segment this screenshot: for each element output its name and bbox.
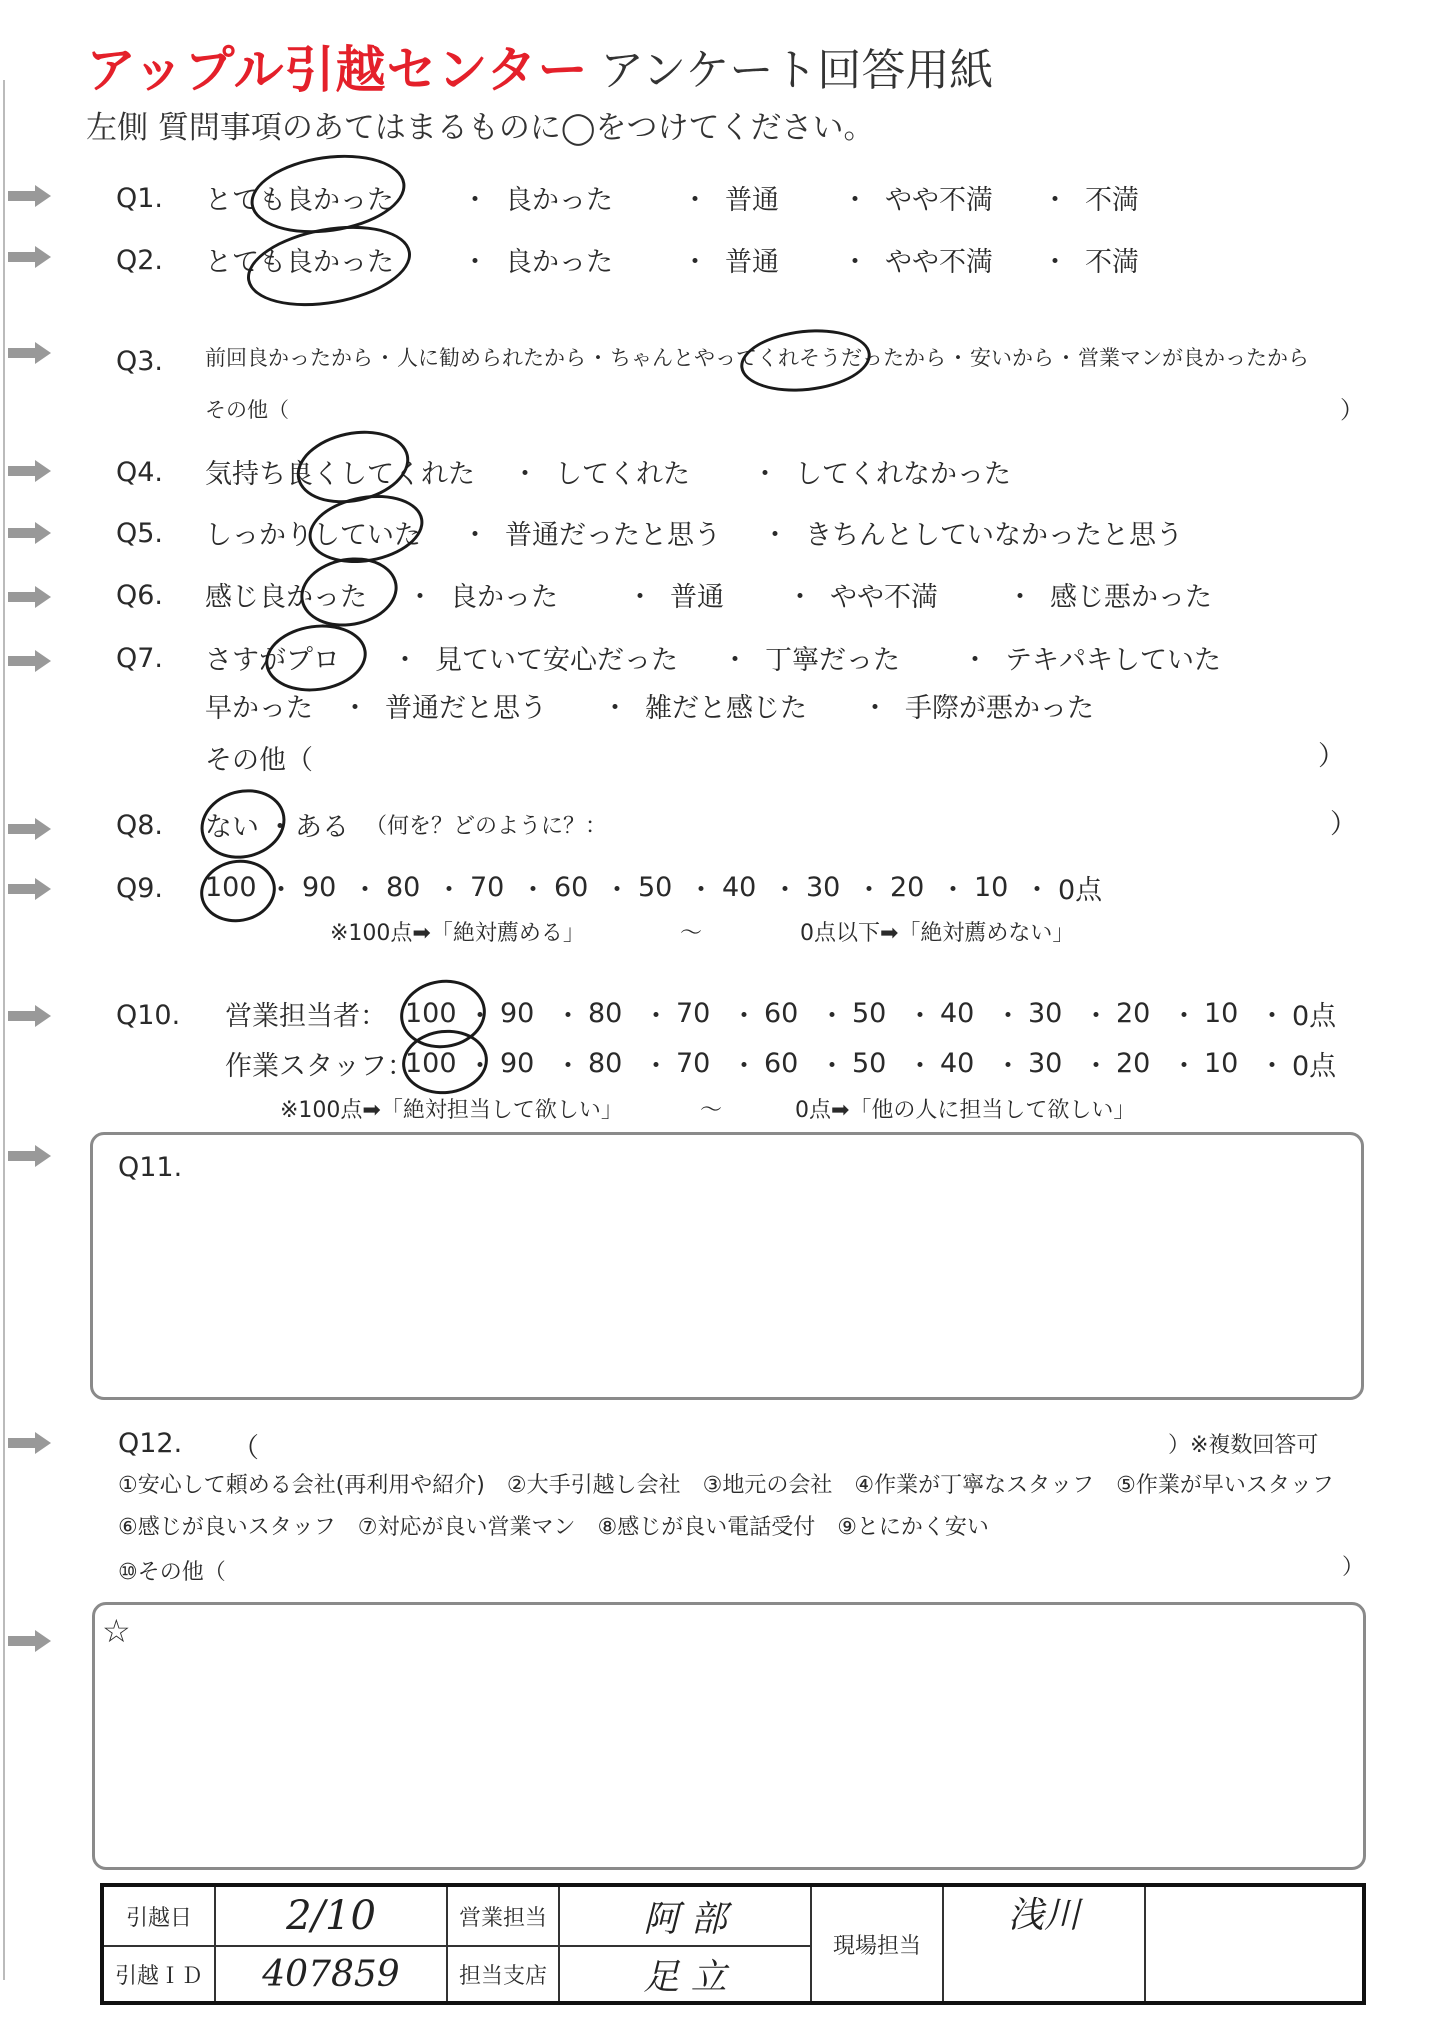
q7-option[interactable]: 雑だと感じた	[645, 693, 807, 724]
q6-label: Q6.	[116, 580, 164, 611]
q11-answer-box[interactable]	[90, 1132, 1364, 1400]
arrow-marker	[8, 1145, 53, 1167]
q7-options-row1: さすがプロ ・ 見ていて安心だった ・ 丁寧だった ・ テキパキしていた	[205, 638, 1221, 677]
q4-options: 気持ち良くしてくれた ・ してくれた ・ してくれなかった	[205, 452, 1011, 491]
q9-score[interactable]: 10	[974, 872, 1009, 903]
q10-sales-label: 営業担当者：	[225, 1001, 387, 1032]
move-date-value[interactable]: 2/10	[215, 1885, 447, 1946]
q1-option[interactable]: 普通	[725, 185, 779, 216]
q12-option[interactable]: ⑥感じが良いスタッフ	[118, 1515, 336, 1540]
q9-score[interactable]: 20	[890, 872, 925, 903]
q12-option[interactable]: ①安心して頼める会社(再利用や紹介)	[118, 1473, 485, 1498]
q3-options: 前回良かったから ・ 人に勧められたから ・ ちゃんとやってくれそうだったから ・ 安いから ・ 営業マンが良かったから	[205, 342, 1309, 372]
form-subtitle: アンケート回答用紙	[600, 45, 994, 96]
q10-sales-score[interactable]: 10	[1204, 998, 1239, 1029]
q9-score[interactable]: 0点	[1058, 875, 1103, 906]
arrow-marker	[8, 522, 53, 544]
branch-value[interactable]: 足 立	[559, 1946, 811, 2003]
q10-staff-score[interactable]: 70	[676, 1048, 711, 1079]
q10-staff-score[interactable]: 50	[852, 1048, 887, 1079]
q10-staff-score[interactable]: 80	[588, 1048, 623, 1079]
arrow-marker	[8, 342, 53, 364]
q11-label: Q11.	[118, 1152, 183, 1183]
q10-sales-score[interactable]: 30	[1028, 998, 1063, 1029]
q10-staff-score[interactable]: 100	[405, 1048, 457, 1079]
q7-option[interactable]: 早かった	[205, 693, 313, 724]
q4-option[interactable]: してくれなかった	[795, 459, 1011, 490]
answer-circle	[737, 323, 874, 397]
q2-option[interactable]: 普通	[725, 247, 779, 278]
q10-staff-row: 作業スタッフ： 100 ・ 90 ・ 80 ・ 70 ・ 60 ・ 50 ・ 40 ・ 30 ・ 20 ・ 10 ・ 0点	[225, 1044, 1336, 1083]
arrow-marker	[8, 818, 53, 840]
arrow-marker	[8, 650, 53, 672]
q6-option[interactable]: やや不満	[830, 582, 938, 613]
q9-score[interactable]: 50	[638, 872, 673, 903]
answer-circle	[295, 550, 403, 634]
q7-option[interactable]: 見ていて安心だった	[435, 645, 678, 676]
q10-sales-score[interactable]: 100	[405, 998, 457, 1029]
q6-option[interactable]: 良かった	[450, 582, 558, 613]
q1-label: Q1.	[116, 183, 164, 214]
q10-sales-score[interactable]: 80	[588, 998, 623, 1029]
q12-option[interactable]: ⑦対応が良い営業マン	[357, 1515, 576, 1540]
q12-other-close: ）	[1342, 1555, 1365, 1580]
q7-option[interactable]: さすがプロ	[205, 645, 340, 676]
q3-option[interactable]: 人に勧められたから	[397, 346, 586, 370]
q10-note-left: ※100点➡「絶対担当して欲しい」	[280, 1098, 623, 1123]
move-id-value[interactable]: 407859	[215, 1946, 447, 2003]
q10-sales-score[interactable]: 60	[764, 998, 799, 1029]
q1-option[interactable]: 不満	[1085, 185, 1139, 216]
q9-score[interactable]: 30	[806, 872, 841, 903]
q10-staff-label: 作業スタッフ：	[225, 1051, 414, 1082]
q10-staff-score[interactable]: 10	[1204, 1048, 1239, 1079]
q1-option[interactable]: とても良かった	[205, 185, 394, 216]
q3-other[interactable]: その他（	[205, 398, 289, 422]
q3-option[interactable]: ちゃんとやってくれそうだったから	[610, 346, 946, 370]
q9-tilde: 〜	[680, 921, 703, 946]
q12-option[interactable]: ⑧感じが良い電話受付	[597, 1515, 816, 1540]
q2-options: とても良かった ・ 良かった ・ 普通 ・ やや不満 ・ 不満	[205, 240, 1139, 279]
q12-other[interactable]: ⑩その他（	[118, 1560, 226, 1585]
q6-option[interactable]: 感じ悪かった	[1050, 582, 1212, 613]
q10-sales-score[interactable]: 0点	[1292, 1001, 1337, 1032]
sales-rep-value[interactable]: 阿 部	[559, 1885, 811, 1946]
q9-score[interactable]: 60	[554, 872, 589, 903]
q5-options: しっかりしていた ・ 普通だったと思う ・ きちんとしていなかったと思う	[205, 513, 1183, 552]
q5-option[interactable]: 普通だったと思う	[505, 520, 721, 551]
q2-option[interactable]: 不満	[1085, 247, 1139, 278]
arrow-marker	[8, 460, 53, 482]
q8-detail[interactable]: （何を？どのように？：	[365, 814, 608, 839]
q9-score[interactable]: 70	[470, 872, 505, 903]
brand-title: アップル引越センター	[86, 41, 589, 99]
site-rep-value[interactable]: 浅川	[943, 1885, 1145, 2003]
q3-option[interactable]: 前回良かったから	[205, 346, 373, 370]
q10-note-right: 0点➡「他の人に担当して欲しい」	[795, 1098, 1136, 1123]
scan-edge-line	[3, 80, 5, 1980]
q12-line1	[118, 1468, 1334, 1499]
answer-circle	[241, 214, 418, 318]
arrow-marker	[8, 586, 53, 608]
q7-options-row2: 早かった ・ 普通だと思う ・ 雑だと感じた ・ 手際が悪かった	[205, 686, 1094, 725]
arrow-marker	[8, 246, 53, 268]
info-table	[100, 1883, 1366, 2005]
move-date-label: 引越日	[102, 1885, 215, 1946]
q12-option[interactable]: ③地元の会社	[702, 1473, 833, 1498]
q10-label: Q10.	[116, 1000, 181, 1031]
site-rep-extra	[1145, 1885, 1364, 2003]
q3-label: Q3.	[116, 346, 164, 377]
q12-option[interactable]: ②大手引越し会社	[506, 1473, 681, 1498]
q12-label: Q12.	[118, 1428, 183, 1459]
q10-sales-score[interactable]: 90	[500, 998, 535, 1029]
q10-sales-score[interactable]: 40	[940, 998, 975, 1029]
q7-other[interactable]: その他（	[205, 745, 313, 776]
q10-sales-score[interactable]: 20	[1116, 998, 1151, 1029]
move-id-label: 引越ＩＤ	[102, 1946, 215, 2003]
q1-option[interactable]: やや不満	[885, 185, 993, 216]
q1-options: とても良かった ・ 良かった ・ 普通 ・ やや不満 ・ 不満	[205, 178, 1139, 217]
q8-option-none[interactable]: ない	[205, 812, 259, 843]
q2-label: Q2.	[116, 245, 164, 276]
q3-other-close: ）	[1340, 396, 1364, 424]
q7-option[interactable]: 丁寧だった	[765, 645, 900, 676]
q3-option[interactable]: 安いから	[970, 346, 1054, 370]
q10-sales-row: 営業担当者： 100 ・ 90 ・ 80 ・ 70 ・ 60 ・ 50 ・ 40 ・ 30 ・ 20 ・ 10 ・ 0点	[225, 994, 1336, 1033]
q12-option[interactable]: ⑨とにかく安い	[837, 1515, 989, 1540]
q9-label: Q9.	[116, 873, 164, 904]
q10-sales-score[interactable]: 70	[676, 998, 711, 1029]
q8-option-yes[interactable]: ある	[295, 812, 349, 843]
answer-circle	[193, 780, 294, 868]
q2-option[interactable]: 良かった	[505, 247, 613, 278]
comment-box[interactable]	[92, 1602, 1366, 1870]
q10-staff-score[interactable]: 0点	[1292, 1051, 1337, 1082]
q7-label: Q7.	[116, 643, 164, 674]
branch-label: 担当支店	[447, 1946, 559, 2003]
q6-option[interactable]: 感じ良かった	[205, 582, 367, 613]
q8-options: ない ・ ある （何を？どのように？：	[205, 805, 607, 844]
arrow-marker	[8, 1630, 53, 1652]
q5-label: Q5.	[116, 518, 164, 549]
arrow-marker	[8, 1005, 53, 1027]
arrow-marker	[8, 878, 53, 900]
instruction-text: 左側 質問事項のあてはまるものに◯をつけてください。	[86, 110, 875, 146]
arrow-marker	[8, 1432, 53, 1454]
q9-scores: 100 ・ 90 ・ 80 ・ 70 ・ 60 ・ 50 ・ 40 ・ 30 ・ 20 ・ 10 ・ 0点	[205, 868, 1102, 907]
q3-option[interactable]: 営業マンが良かったから	[1078, 346, 1309, 370]
q9-score[interactable]: 90	[302, 872, 337, 903]
answer-circle	[195, 854, 281, 928]
q8-close: ）	[1330, 809, 1357, 840]
q5-option[interactable]: しっかりしていた	[205, 520, 421, 551]
q4-label: Q4.	[116, 457, 164, 488]
q7-other-close: ）	[1318, 741, 1345, 772]
q10-tilde: 〜	[700, 1098, 723, 1123]
q10-staff-score[interactable]: 40	[940, 1048, 975, 1079]
q10-sales-score[interactable]: 50	[852, 998, 887, 1029]
q10-staff-score[interactable]: 30	[1028, 1048, 1063, 1079]
q7-option[interactable]: 手際が悪かった	[905, 693, 1094, 724]
q12-option[interactable]: ④作業が丁寧なスタッフ	[854, 1473, 1095, 1498]
arrow-marker	[8, 185, 53, 207]
q10-staff-score[interactable]: 20	[1116, 1048, 1151, 1079]
q7-option[interactable]: テキパキしていた	[1005, 645, 1221, 676]
q7-option[interactable]: 普通だと思う	[385, 693, 547, 724]
q12-paren-open[interactable]: （	[232, 1433, 259, 1464]
q9-note-right: 0点以下➡「絶対薦めない」	[800, 921, 1075, 946]
q6-options: 感じ良かった ・ 良かった ・ 普通 ・ やや不満 ・ 感じ悪かった	[205, 575, 1212, 614]
q4-option[interactable]: 気持ち良くしてくれた	[205, 459, 475, 490]
q9-score[interactable]: 80	[386, 872, 421, 903]
q9-score[interactable]: 40	[722, 872, 757, 903]
q4-option[interactable]: してくれた	[555, 459, 690, 490]
q9-score[interactable]: 100	[205, 872, 257, 903]
q12-paren-close: ）※複数回答可	[1168, 1433, 1319, 1458]
q6-option[interactable]: 普通	[670, 582, 724, 613]
q1-option[interactable]: 良かった	[505, 185, 613, 216]
q9-note-left: ※100点➡「絶対薦める」	[330, 921, 585, 946]
q12-line2	[118, 1510, 989, 1541]
q5-option[interactable]: きちんとしていなかったと思う	[805, 520, 1183, 551]
q12-option[interactable]: ⑤作業が早いスタッフ	[1116, 1473, 1334, 1498]
sales-rep-label: 営業担当	[447, 1885, 559, 1946]
q10-staff-score[interactable]: 60	[764, 1048, 799, 1079]
site-rep-label: 現場担当	[811, 1885, 943, 2003]
q2-option[interactable]: とても良かった	[205, 247, 394, 278]
q8-label: Q8.	[116, 810, 164, 841]
q10-staff-score[interactable]: 90	[500, 1048, 535, 1079]
q2-option[interactable]: やや不満	[885, 247, 993, 278]
star-icon: ☆	[102, 1612, 131, 1650]
